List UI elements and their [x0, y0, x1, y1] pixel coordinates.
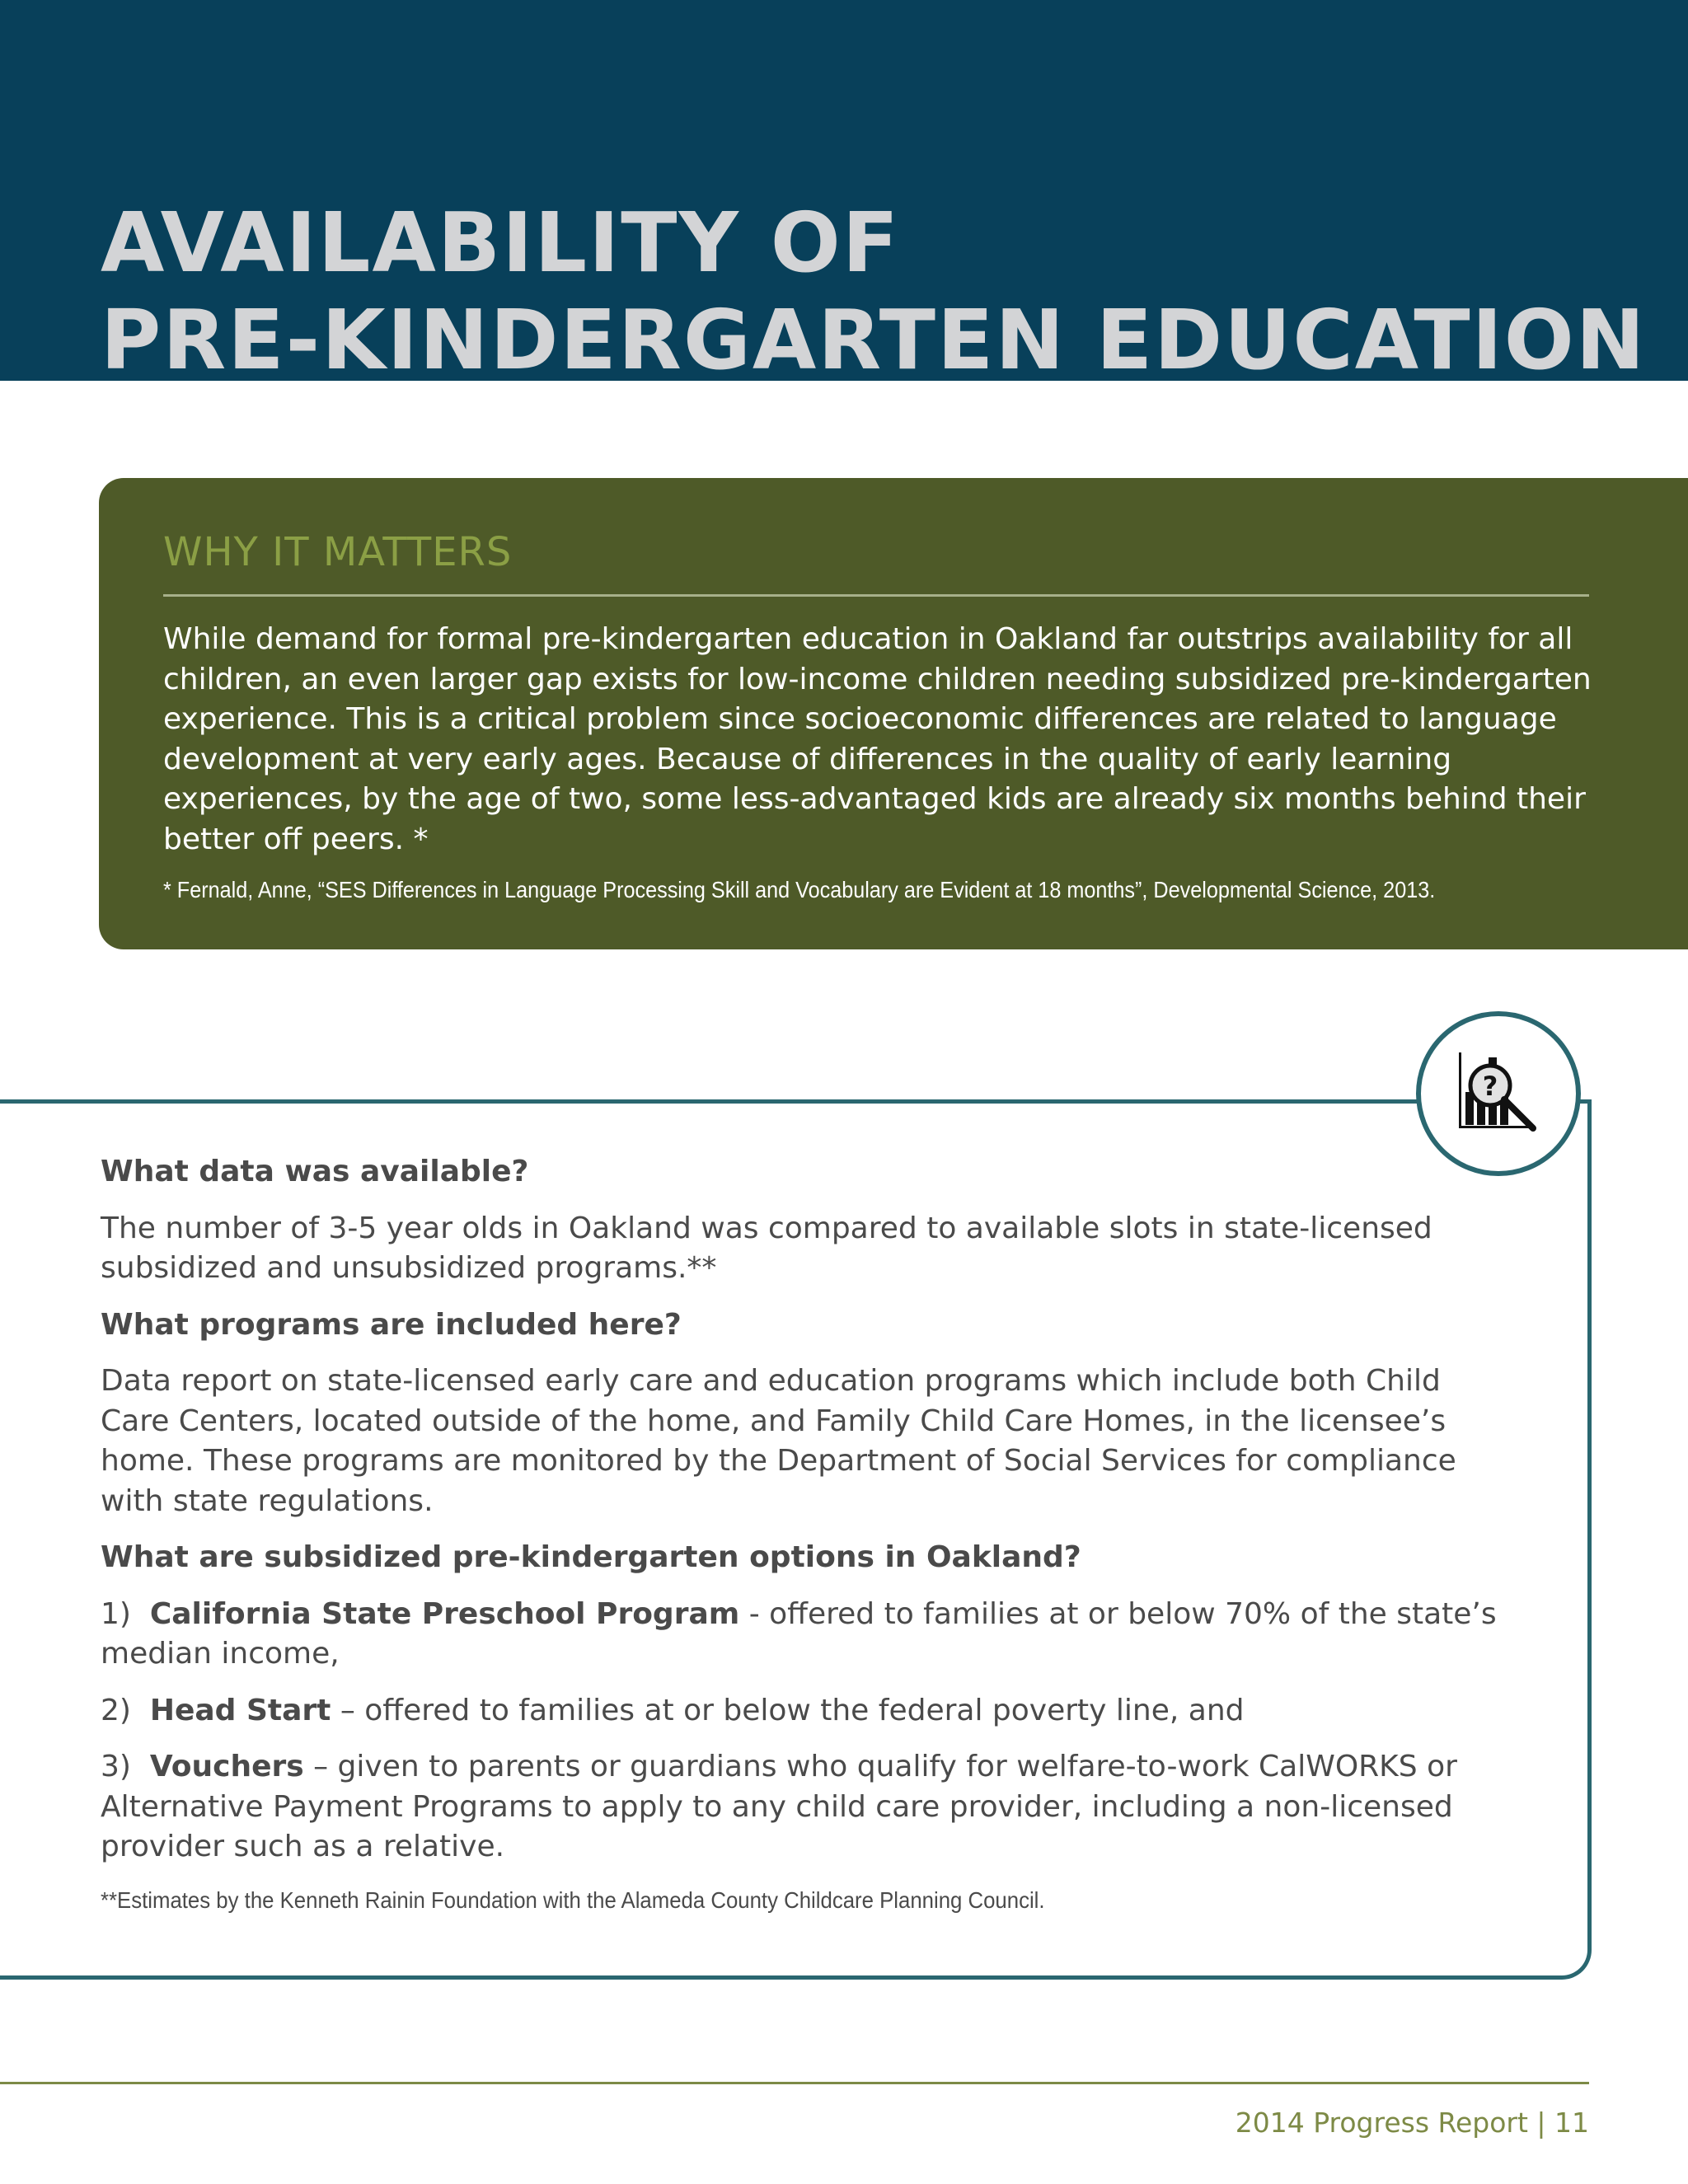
- why-it-matters-body: While demand for formal pre-kindergarten education in Oakland far outstrips availability for all children, an even larger gap exists for low-income children needing subsidized pre-kindergarten experience. This is a critical problem since socioeconomic differences are related to language development at very early ages. Because of differences in the quality of early learning experiences, by the age of two, some less-advantaged kids are already six months behind their better off peers. *: [163, 622, 1592, 856]
- option-name: Vouchers: [149, 1750, 304, 1783]
- page-title: [101, 194, 1647, 389]
- option-description: – given to parents or guardians who qualify for welfare-to-work CalWORKS or Alternative Payment Programs to apply to any child care provider, including a non-licensed provider such as a relative.: [101, 1750, 1457, 1863]
- page-title-line-1: AVAILABILITY OF: [101, 194, 901, 291]
- option-name: California State Preschool Program: [149, 1596, 740, 1631]
- why-it-matters-footnote: * Fernald, Anne, “SES Differences in Language Processing Skill and Vocabulary are Evident at 18 months”, Developmental Science, 2013.: [163, 877, 1436, 902]
- data-section: [101, 1152, 1518, 1917]
- data-section-footnote: **Estimates by the Kenneth Rainin Foundation with the Alameda County Childcare Planning Council.: [101, 1886, 1045, 1913]
- option-item-2: [101, 1691, 1518, 1732]
- why-it-matters-heading: WHY IT MATTERS: [163, 529, 513, 575]
- question-data-available: What data was available?: [101, 1155, 529, 1188]
- svg-text:?: ?: [1482, 1071, 1498, 1102]
- answer-data-available: The number of 3-5 year olds in Oakland was compared to available slots in state-licensed subsidized and unsubsidized programs.**: [101, 1211, 1432, 1285]
- chart-magnifier-question-icon-graphic: [1454, 1049, 1543, 1138]
- option-number: 1): [101, 1596, 131, 1631]
- question-programs-included: What programs are included here?: [101, 1307, 682, 1342]
- answer-programs-included: Data report on state-licensed early care and education programs which include both Child Care Centers, located outside of the home, and Family Child Care Homes, in the licensee’s home. These programs are monitored by the Department of Social Services for compliance with state regulations.: [101, 1364, 1456, 1518]
- footer-divider: [0, 2082, 1589, 2084]
- option-number: 3): [101, 1750, 131, 1783]
- question-subsidized-options: What are subsidized pre-kindergarten options in Oakland?: [101, 1540, 1081, 1574]
- chart-magnifier-question-icon: [1416, 1011, 1581, 1176]
- option-number: 2): [101, 1693, 131, 1727]
- why-it-matters-box: [99, 478, 1688, 949]
- option-item-3: [101, 1747, 1518, 1868]
- option-description: – offered to families at or below the federal poverty line, and: [331, 1693, 1245, 1727]
- option-description: - offered to families at or below 70% of the state’s median income,: [101, 1596, 1497, 1671]
- option-name: Head Start: [149, 1693, 331, 1727]
- option-item-1: [101, 1595, 1518, 1675]
- page-footer: 2014 Progress Report | 11: [1235, 2107, 1589, 2139]
- page-title-line-2: PRE-KINDERGARTEN EDUCATION: [101, 292, 1647, 388]
- why-it-matters-divider: [163, 594, 1589, 597]
